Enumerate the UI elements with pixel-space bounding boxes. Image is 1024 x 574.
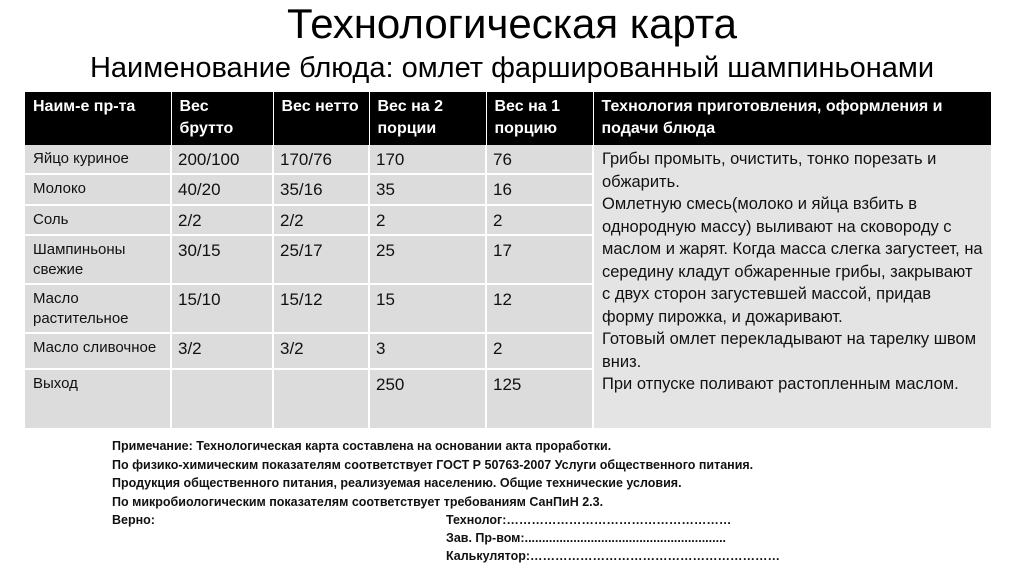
col-header-product: Наим-е пр-та: [25, 92, 171, 145]
technology-step: При отпуске поливают растопленным маслом.: [602, 375, 959, 393]
kalkulyator-signature: Калькулятор:……………………………………………………: [446, 549, 781, 563]
technology-step: Готовый омлет перекладывают на тарелку швом вниз.: [602, 330, 977, 371]
col-header-technology: Технология приготовления, оформления и подачи блюда: [593, 92, 991, 145]
cell-two: 35: [369, 174, 486, 205]
technolog-signature: Технолог:………………………………………………: [446, 513, 732, 527]
tech-card-table: [25, 92, 991, 430]
cell-net: 2/2: [273, 205, 369, 235]
col-header-two-portions: Вес на 2 порции: [369, 92, 486, 145]
cell-two: 250: [369, 369, 486, 429]
col-header-gross: Вес брутто: [171, 92, 273, 145]
cell-one: 12: [486, 284, 593, 333]
cell-net: 35/16: [273, 174, 369, 205]
verno-label: Верно:: [112, 513, 155, 527]
cell-one: 17: [486, 235, 593, 284]
zav-signature: Зав. Пр-вом:..........................................................: [446, 531, 727, 545]
cell-net: 170/76: [273, 145, 369, 174]
col-header-net: Вес нетто: [273, 92, 369, 145]
dish-name: Наименование блюда: омлет фаршированный шампиньонами: [89, 52, 935, 84]
cell-net: [273, 369, 369, 429]
cell-one: 125: [486, 369, 593, 429]
table-header-row: [25, 92, 991, 145]
cell-name: Шампиньоны свежие: [25, 235, 171, 284]
page-title: Технологическая карта: [286, 0, 737, 47]
cell-two: 15: [369, 284, 486, 333]
cell-net: 15/12: [273, 284, 369, 333]
cell-one: 2: [486, 333, 593, 369]
cell-two: 3: [369, 333, 486, 369]
cell-name: Масло сливочное: [25, 333, 171, 369]
cell-gross: 3/2: [171, 333, 273, 369]
note-line: По физико-химическим показателям соответствует ГОСТ Р 50763-2007 Услуги общественного питания.: [112, 457, 754, 472]
col-header-one-portion: Вес на 1 порцию: [486, 92, 593, 145]
cell-gross: [171, 369, 273, 429]
technology-cell: [593, 145, 991, 429]
cell-one: 16: [486, 174, 593, 205]
cell-name: Масло растительное: [25, 284, 171, 333]
cell-one: 76: [486, 145, 593, 174]
cell-two: 170: [369, 145, 486, 174]
note-line: Примечание: Технологическая карта составлена на основании акта проработки.: [112, 439, 612, 453]
cell-two: 25: [369, 235, 486, 284]
cell-gross: 30/15: [171, 235, 273, 284]
cell-gross: 40/20: [171, 174, 273, 205]
note-line: Продукция общественного питания, реализуемая населению. Общие технические условия.: [112, 476, 682, 490]
cell-one: 2: [486, 205, 593, 235]
cell-name: Выход: [25, 369, 171, 429]
cell-gross: 2/2: [171, 205, 273, 235]
technology-step: Омлетную смесь(молоко и яйца взбить в однородную массу) выливают на сковороду с маслом и жарят. Когда масса слегка загустеет, на середину кладут обжаренные грибы, закрывают с двух сторон загустевшей массой, придав форму пирожка, и дожаривают.: [602, 195, 983, 326]
cell-net: 25/17: [273, 235, 369, 284]
cell-name: Молоко: [25, 174, 171, 205]
table-row: [25, 145, 991, 174]
cell-gross: 200/100: [171, 145, 273, 174]
cell-name: Яйцо куриное: [25, 145, 171, 174]
cell-name: Соль: [25, 205, 171, 235]
note-line: По микробиологическим показателям соответствует требованиям СанПиН 2.3.: [112, 494, 604, 509]
cell-net: 3/2: [273, 333, 369, 369]
cell-gross: 15/10: [171, 284, 273, 333]
notes-block: [112, 437, 872, 563]
cell-two: 2: [369, 205, 486, 235]
technology-step: Грибы промыть, очистить, тонко порезать и обжарить.: [602, 150, 937, 191]
